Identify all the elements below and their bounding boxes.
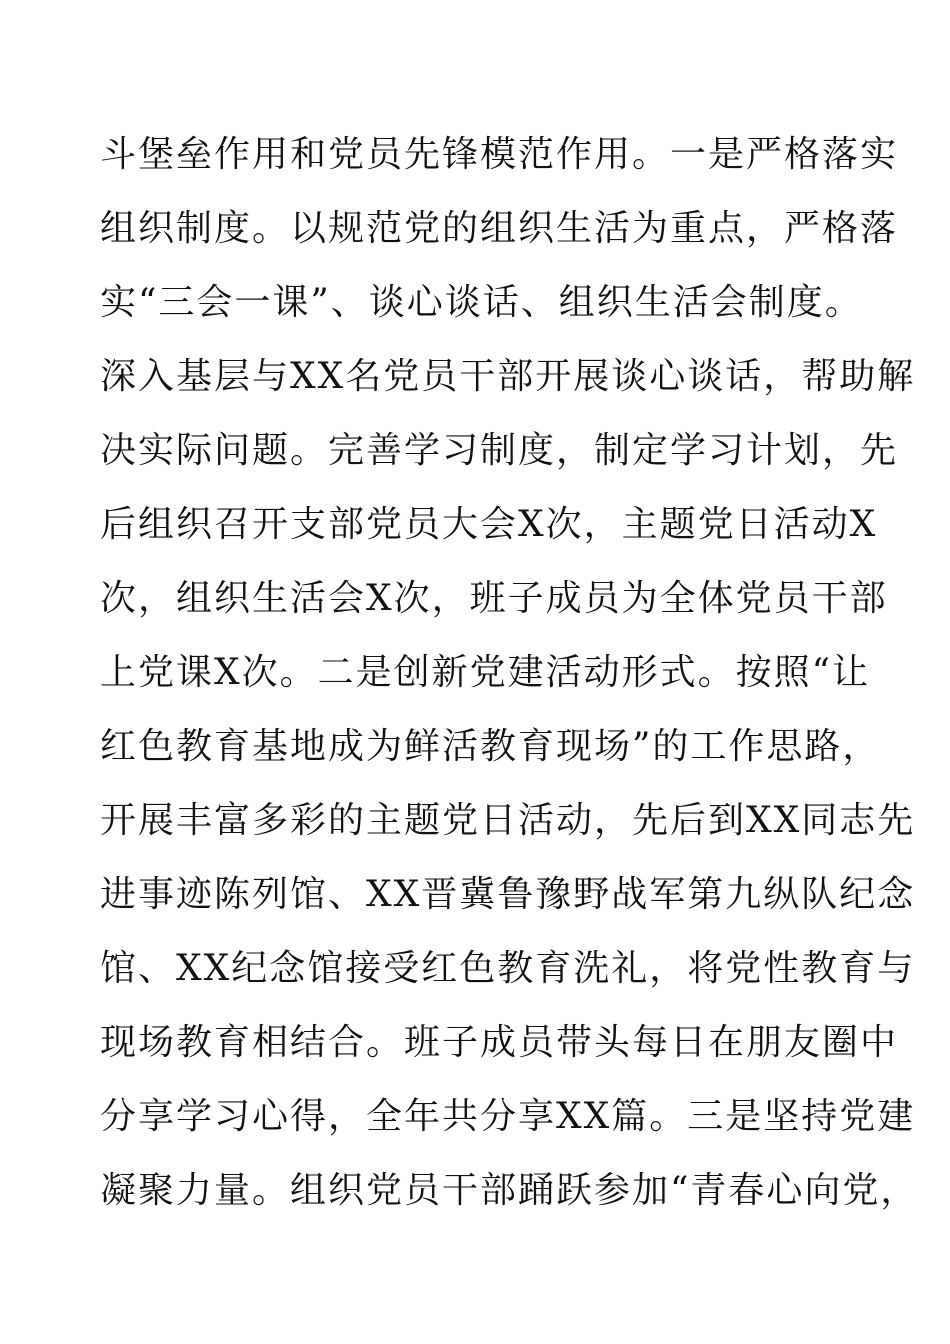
text-line: 现场教育相结合。班子成员带头每日在朋友圈中 [100,1022,899,1063]
text-line: 凝聚力量。组织党员干部踊跃参加“青春心向党， [100,1170,919,1211]
text-line: 开展丰富多彩的主题党日活动，先后到XX同志先 [100,800,916,841]
text-line: 馆、XX纪念馆接受红色教育洗礼，将党性教育与 [100,948,916,989]
text-line: 红色教育基地成为鲜活教育现场”的工作思路， [100,726,881,767]
text-line: 斗堡垒作用和党员先锋模范作用。一是严格落实 [100,134,899,175]
text-line: 深入基层与XX名党员干部开展谈心谈话，帮助解 [100,356,916,397]
text-line: 分享学习心得，全年共分享XX篇。三是坚持党建 [100,1096,916,1137]
text-line: 次，组织生活会X次，班子成员为全体党员干部 [100,578,888,619]
text-line: 决实际问题。完善学习制度，制定学习计划，先 [100,430,899,471]
body-text [100,118,919,1228]
text-line: 后组织召开支部党员大会X次，主题党日活动X [100,504,878,545]
text-line: 实“三会一课”、谈心谈话、组织生活会制度。 [100,282,863,323]
text-line: 组织制度。以规范党的组织生活为重点，严格落 [100,208,899,249]
text-line: 进事迹陈列馆、XX晋冀鲁豫野战军第九纵队纪念 [100,874,916,915]
text-line: 上党课X次。二是创新党建活动形式。按照“让 [100,652,871,693]
